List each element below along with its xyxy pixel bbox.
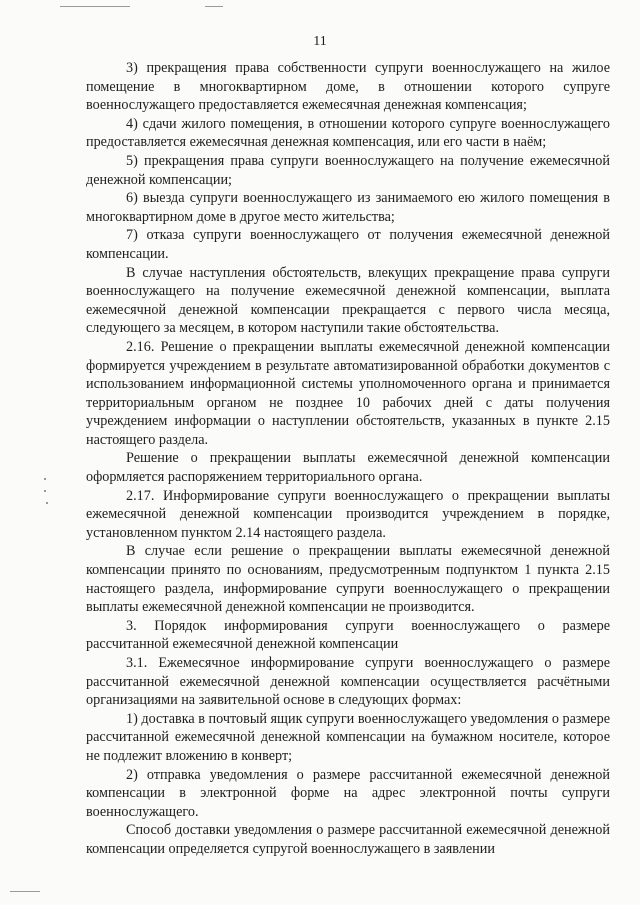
scan-artifact — [44, 490, 46, 492]
paragraph: 1) доставка в почтовый ящик супруги военнослужащего уведомления о размере рассчитанной ежемесячной денежной компенсации на бумажном носителе, которое не подлежит вложению в конверт; — [86, 710, 610, 764]
scan-artifact — [46, 502, 48, 504]
page-number: 11 — [313, 34, 327, 49]
paragraph: 6) выезда супруги военнослужащего из занимаемого ею жилого помещения в многоквартирном доме в другое место жительства; — [86, 190, 610, 225]
paragraph: Способ доставки уведомления о размере рассчитанной ежемесячной денежной компенсации определяется супругой военнослужащего в заявлении — [86, 822, 610, 857]
paragraph: Решение о прекращении выплаты ежемесячной денежной компенсации оформляется распоряжением территориального органа. — [86, 450, 610, 486]
paragraph: В случае наступления обстоятельств, влекущих прекращение права супруги военнослужащего на получение ежемесячной денежной компенсации, выплата ежемесячной денежной компенсации прекращается с первого числа месяца, следующего за месяцем, в котором наступили такие обстоятельства. — [86, 264, 610, 337]
section-heading: 3. Порядок информирования супруги военнослужащего о размере рассчитанной ежемесячной денежной компенсации — [86, 617, 610, 653]
scan-artifact — [205, 6, 223, 7]
paragraph: 5) прекращения права супруги военнослужащего на получение ежемесячной денежной компенсации; — [86, 152, 610, 188]
paragraph: 2) отправка уведомления о размере рассчитанной ежемесячной денежной компенсации в электронной форме на адрес электронной почты супруги военнослужащего. — [86, 766, 610, 820]
paragraph: 7) отказа супруги военнослужащего от получения ежемесячной денежной компенсации. — [86, 227, 610, 262]
paragraph: 2.16. Решение о прекращении выплаты ежемесячной денежной компенсации формируется учреждением в результате автоматизированной обработки документов с использованием информационной системы уполномоченного органа и принимается территориальным органом не позднее 10 рабочих дней с даты получения учреждением информации о наступлении обстоятельств, указанных в пункте 2.15 настоящего раздела. — [86, 338, 610, 448]
paragraph: В случае если решение о прекращении выплаты ежемесячной денежной компенсации принято по основаниям, предусмотренным подпунктом 1 пункта 2.15 настоящего раздела, информирование супруги военнослужащего о прекращении выплаты ежемесячной денежной компенсации не производится. — [86, 543, 610, 616]
scan-artifact — [44, 478, 46, 480]
paragraph: 3) прекращения права собственности супруги военнослужащего на жилое помещение в многоквартирном доме, в отношении которого супруге военнослужащего предоставляется ежемесячная денежная компенсация; — [86, 60, 610, 114]
paragraph: 4) сдачи жилого помещения, в отношении которого супруге военнослужащего предоставляется ежемесячная денежная компенсация, или его части в наём; — [86, 115, 610, 151]
paragraph: 2.17. Информирование супруги военнослужащего о прекращении выплаты ежемесячной денежной компенсации производится учреждением в порядке, установленном пунктом 2.14 настоящего раздела. — [86, 487, 610, 541]
scan-artifact — [60, 6, 130, 7]
document-body — [86, 59, 610, 859]
scan-artifact — [10, 891, 40, 892]
paragraph: 3.1. Ежемесячное информирование супруги военнослужащего о размере рассчитанной ежемесячной денежной компенсации осуществляется расчётными организациями на заявительной основе в следующих формах: — [86, 655, 610, 709]
